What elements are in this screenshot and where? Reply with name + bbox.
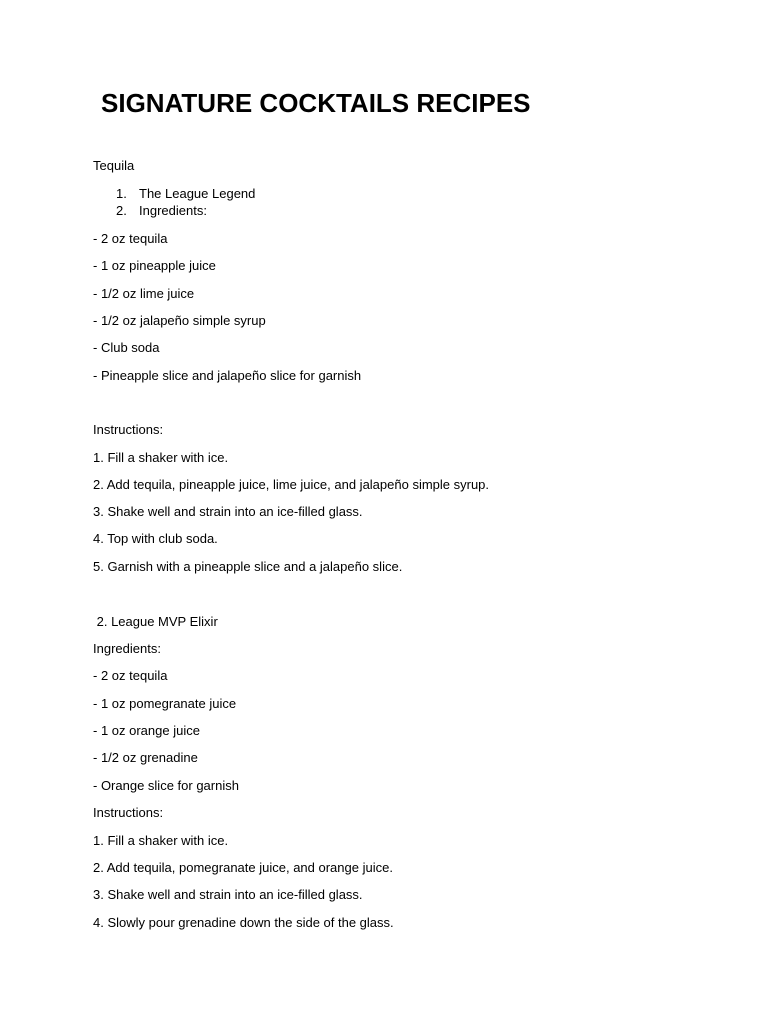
- recipe-name: 2. League MVP Elixir: [93, 614, 218, 629]
- ingredient-line: - 2 oz tequila: [93, 668, 168, 683]
- ingredient-line: - Club soda: [93, 340, 160, 355]
- list-number: 1.: [116, 186, 127, 201]
- instructions-heading: Instructions:: [93, 805, 164, 820]
- instruction-line: 3. Shake well and strain into an ice-filled glass.: [93, 504, 363, 519]
- instruction-line: 1. Fill a shaker with ice.: [93, 833, 229, 848]
- ingredient-line: - 1 oz pineapple juice: [93, 258, 216, 273]
- instruction-line: 1. Fill a shaker with ice.: [93, 450, 229, 465]
- instruction-line: 2. Add tequila, pineapple juice, lime juice, and jalapeño simple syrup.: [93, 477, 490, 492]
- list-text: The League Legend: [139, 186, 256, 201]
- ingredient-line: - Pineapple slice and jalapeño slice for garnish: [93, 368, 362, 383]
- instruction-line: 3. Shake well and strain into an ice-filled glass.: [93, 887, 363, 902]
- instruction-line: 5. Garnish with a pineapple slice and a jalapeño slice.: [93, 559, 403, 574]
- ingredient-line: - 1/2 oz jalapeño simple syrup: [93, 313, 266, 328]
- ingredients-heading: Ingredients:: [93, 641, 161, 656]
- numbered-list-item: [0, 202, 768, 220]
- ingredient-line: - 1/2 oz grenadine: [93, 750, 198, 765]
- ingredient-line: - Orange slice for garnish: [93, 778, 239, 793]
- numbered-list-item: [0, 185, 768, 203]
- list-number: 2.: [116, 203, 127, 218]
- instructions-heading: Instructions:: [93, 422, 164, 437]
- section-heading: Tequila: [93, 158, 135, 173]
- instruction-line: 4. Slowly pour grenadine down the side of the glass.: [93, 915, 394, 930]
- instruction-line: 4. Top with club soda.: [93, 531, 218, 546]
- list-text: Ingredients:: [139, 203, 207, 218]
- ingredient-line: - 2 oz tequila: [93, 231, 168, 246]
- ingredient-line: - 1 oz orange juice: [93, 723, 200, 738]
- document-title: SIGNATURE COCKTAILS RECIPES: [101, 88, 531, 118]
- ingredient-line: - 1/2 oz lime juice: [93, 286, 195, 301]
- ingredient-line: - 1 oz pomegranate juice: [93, 696, 237, 711]
- instruction-line: 2. Add tequila, pomegranate juice, and orange juice.: [93, 860, 393, 875]
